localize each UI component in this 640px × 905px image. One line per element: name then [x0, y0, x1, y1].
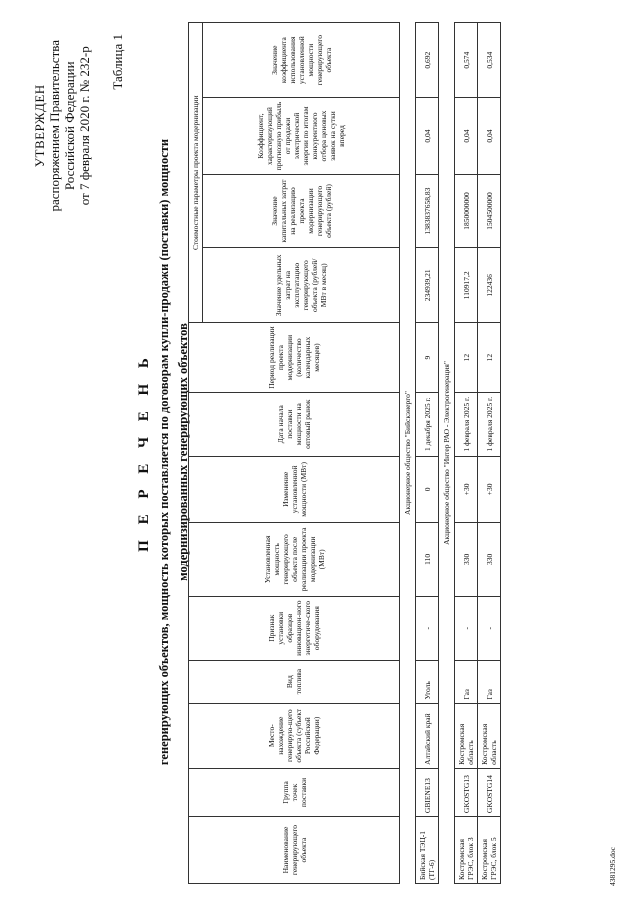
cell-coef-use: 0,534: [478, 23, 501, 98]
cell-name: Костромская ГРЭС, блок 5: [478, 817, 501, 884]
table-row: [455, 23, 478, 884]
company-row: Акционерное общество "Бийскэнерго": [400, 23, 416, 884]
cell-name: Бийская ТЭЦ-1 (ТГ-6): [416, 817, 439, 884]
cell-capacity: 110: [416, 523, 439, 596]
document-title: [136, 12, 191, 892]
cell-period: 9: [416, 323, 439, 392]
cell-coef-profit: 0,04: [478, 98, 501, 175]
title-heading: П Е Р Е Ч Е Н Ь: [136, 352, 152, 552]
cell-change: +30: [455, 456, 478, 523]
rotated-document-page: [10, 12, 630, 892]
cell-group: GBIENE13: [416, 768, 439, 816]
header-group: Группа точек поставки: [189, 768, 400, 816]
approval-title: УТВЕРЖДЕН: [32, 84, 47, 168]
cell-coef-profit: 0,04: [455, 98, 478, 175]
cell-group: GKOSTG14: [478, 768, 501, 816]
header-unit-cost: Значение удельных затрат на эксплуатацию генерирующего объекта (рублей/МВт в месяц): [203, 248, 400, 323]
header-change: Изменение установленной мощности (МВт): [189, 456, 400, 523]
header-name: Наименование генерирующего объекта: [189, 817, 400, 884]
cell-coef-profit: 0,04: [416, 98, 439, 175]
cell-unit-cost: 110917,2: [455, 248, 478, 323]
title-subtitle: модернизированных генерирующих объектов: [176, 323, 190, 581]
cell-coef-use: 0,692: [416, 23, 439, 98]
approval-block: [32, 40, 92, 212]
table-row: [478, 23, 501, 884]
approval-line: Российской Федерации: [62, 61, 77, 191]
table-label: Таблица 1: [110, 34, 125, 90]
header-start: Дата начала поставки мощности на оптовый рынок: [189, 392, 400, 456]
cell-location: Костромская область: [478, 703, 501, 768]
cell-period: 12: [455, 323, 478, 392]
cell-period: 12: [478, 323, 501, 392]
cell-location: Костромская область: [455, 703, 478, 768]
cell-capex: 1504500000: [478, 174, 501, 247]
cell-change: +30: [478, 456, 501, 523]
cell-unit-cost: 122436: [478, 248, 501, 323]
cell-coef-use: 0,574: [455, 23, 478, 98]
cell-capex: 1383837658,83: [416, 174, 439, 247]
cell-capex: 1850000000: [455, 174, 478, 247]
header-coef-use: Значение коэффициента использования установленной мощности генерирующего объекта: [203, 23, 400, 98]
cell-fuel: Уголь: [416, 660, 439, 703]
approval-line: распоряжением Правительства: [47, 40, 62, 212]
cell-unit-cost: 234939,21: [416, 248, 439, 323]
cell-start: 1 февраля 2025 г.: [478, 392, 501, 456]
approval-date: от 7 февраля 2020 г. № 232-р: [77, 46, 92, 206]
header-capex: Значение капитальных затрат на реализацию проекта модернизации генерирующего объекта (рублей): [203, 174, 400, 247]
cell-group: GKOSTG13: [455, 768, 478, 816]
header-period: Период реализации проекта модернизации (количество календарных месяцев): [189, 323, 400, 392]
cell-name: Костромская ГРЭС, блок 3: [455, 817, 478, 884]
header-coef-profit: Коэффициент, характеризующий прогнозную прибыль от продажи электрической энергии по итогам конкурентного отбора ценовых заявок на сутки вперед: [203, 98, 400, 175]
cell-innovative: -: [455, 596, 478, 660]
header-capacity: Установленная мощность генерирующего объекта после реализации проекта модернизации (МВт): [189, 523, 400, 596]
header-location: Место-нахождение генерирую-щего объекта (субъект Российской Федерации): [189, 703, 400, 768]
objects-table: [188, 22, 501, 884]
cell-start: 1 февраля 2025 г.: [455, 392, 478, 456]
header-fuel: Вид топлива: [189, 660, 400, 703]
table-row: [416, 23, 439, 884]
cell-change: 0: [416, 456, 439, 523]
company-row: Акционерное общество "Интер РАО - Электрогенерация": [439, 23, 455, 884]
cell-fuel: Газ: [478, 660, 501, 703]
footer-code: 4381295.doc: [608, 847, 617, 886]
header-cost-group: Стоимостные параметры проекта модернизации: [189, 23, 203, 323]
cell-innovative: -: [478, 596, 501, 660]
title-subtitle: генерирующих объектов, мощность которых поставляется по договорам купли-продажи (поставки) мощности: [157, 138, 171, 766]
cell-fuel: Газ: [455, 660, 478, 703]
cell-innovative: -: [416, 596, 439, 660]
cell-capacity: 330: [478, 523, 501, 596]
header-innovative: Признак установки образцов инновацион-ного энергетиче-ского оборудования: [189, 596, 400, 660]
cell-start: 1 декабря 2025 г.: [416, 392, 439, 456]
cell-capacity: 330: [455, 523, 478, 596]
cell-location: Алтайский край: [416, 703, 439, 768]
